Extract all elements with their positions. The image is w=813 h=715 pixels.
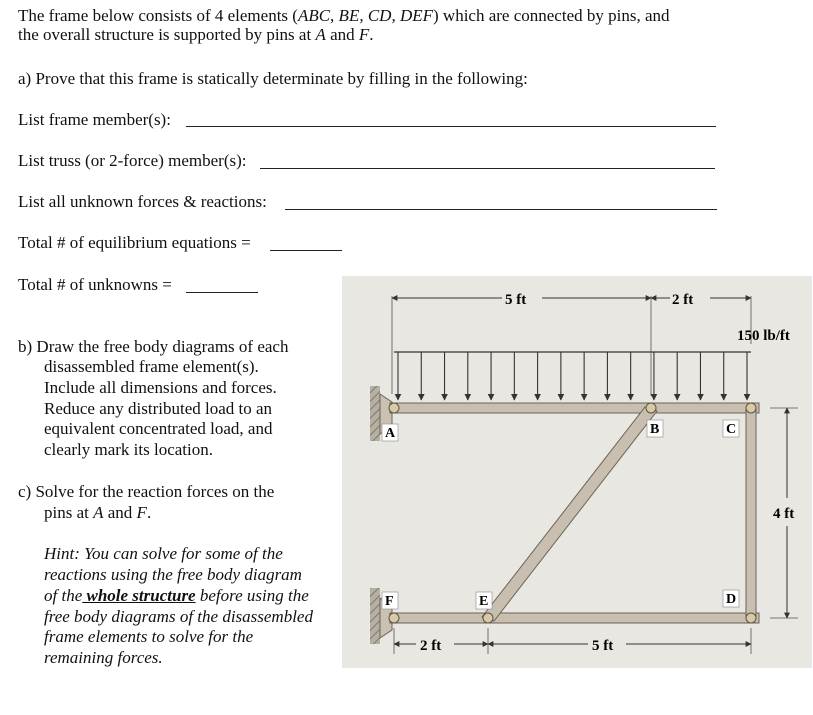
part-b-line-1: b) Draw the free body diagrams of each <box>18 337 289 356</box>
whole-structure-emphasis: whole structure <box>82 586 196 605</box>
hint-line-1: Hint: You can solve for some of the <box>44 544 283 563</box>
label-a: A <box>385 426 396 441</box>
frame-diagram <box>342 276 812 668</box>
part-c-line-2: pins at A and F. <box>44 503 152 522</box>
unknowns-list-label: List all unknown forces & reactions: <box>18 192 267 211</box>
part-c-line-1: c) Solve for the reaction forces on the <box>18 482 275 501</box>
wall-support-top <box>370 386 380 441</box>
equilibrium-count-label: Total # of equilibrium equations = <box>18 233 251 252</box>
pin-b <box>646 403 656 413</box>
element-list: ABC, BE, CD, DEF <box>297 6 433 25</box>
dim-right-height: 4 ft <box>773 506 795 522</box>
hint-line-2: reactions using the free body diagram <box>44 565 302 584</box>
hint-line-6: remaining forces. <box>44 648 163 667</box>
pin-e <box>483 613 493 623</box>
part-b-line-5: equivalent concentrated load, and <box>44 419 273 438</box>
member-cd <box>746 408 756 618</box>
pin-c <box>746 403 756 413</box>
part-b-line-3: Include all dimensions and forces. <box>44 378 277 397</box>
unknowns-count-answer-line[interactable] <box>186 292 258 293</box>
frame-members-answer-line[interactable] <box>186 126 716 127</box>
unknowns-count-label: Total # of unknowns = <box>18 275 172 294</box>
dim-top-right: 2 ft <box>672 292 694 308</box>
pin-a <box>389 403 399 413</box>
label-d: D <box>726 592 737 607</box>
intro-line-1: The frame below consists of 4 elements (ABC, BE, CD, DEF) which are connected by pins, and <box>18 6 670 25</box>
part-a-prompt: a) Prove that this frame is statically determinate by filling in the following: <box>18 69 528 88</box>
truss-members-label: List truss (or 2-force) member(s): <box>18 151 247 170</box>
part-b-line-2: disassembled frame element(s). <box>44 357 259 376</box>
label-e: E <box>479 594 489 609</box>
frame-members-label: List frame member(s): <box>18 110 171 129</box>
part-b-line-6: clearly mark its location. <box>44 440 213 459</box>
dim-top-left: 5 ft <box>505 292 527 308</box>
label-b: B <box>650 422 660 437</box>
hint-line-5: frame elements to solve for the <box>44 627 254 646</box>
member-abc <box>390 403 759 413</box>
label-f: F <box>385 594 394 609</box>
dim-bottom-left: 2 ft <box>420 638 442 654</box>
dim-bottom-right: 5 ft <box>592 638 614 654</box>
pin-f <box>389 613 399 623</box>
hint-line-3: of the whole structure before using the <box>44 586 309 605</box>
hint-line-4: free body diagrams of the disassembled <box>44 607 313 626</box>
wall-support-bottom <box>370 588 380 644</box>
load-magnitude: 150 lb/ft <box>737 328 790 344</box>
equilibrium-count-answer-line[interactable] <box>270 250 342 251</box>
truss-members-answer-line[interactable] <box>260 168 715 169</box>
pin-d <box>746 613 756 623</box>
unknowns-list-answer-line[interactable] <box>285 209 717 210</box>
member-def <box>390 613 759 623</box>
part-b-line-4: Reduce any distributed load to an <box>44 399 273 418</box>
label-c: C <box>726 422 737 437</box>
intro-line-2: the overall structure is supported by pins at A and F. <box>18 25 374 44</box>
